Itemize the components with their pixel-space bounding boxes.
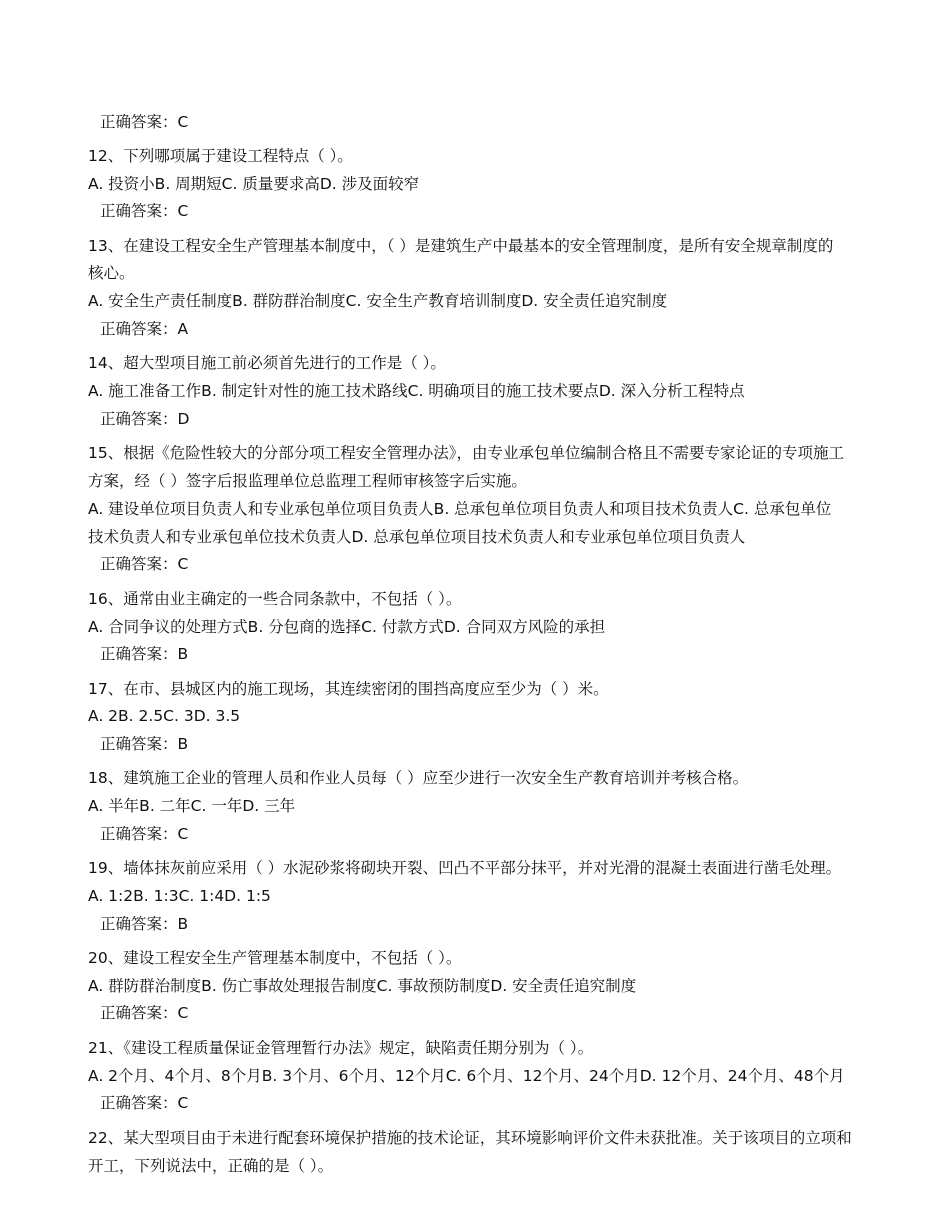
answer-line: 正确答案：C <box>100 555 189 573</box>
answer-line: 正确答案：C <box>100 1094 189 1112</box>
question-options: A. 投资小B. 周期短C. 质量要求高D. 涉及面较窄 <box>88 175 420 193</box>
question-options: A. 安全生产责任制度B. 群防群治制度C. 安全生产教育培训制度D. 安全责任追究制度 <box>88 292 668 310</box>
question-options: A. 合同争议的处理方式B. 分包商的选择C. 付款方式D. 合同双方风险的承担 <box>88 618 606 636</box>
question-stem: 核心。 <box>88 264 135 282</box>
answer-line: 正确答案：C <box>100 113 189 131</box>
question-stem: 方案，经（ ）签字后报监理单位总监理工程师审核签字后实施。 <box>88 472 527 490</box>
answer-line: 正确答案：A <box>100 320 189 338</box>
question-stem: 18、建筑施工企业的管理人员和作业人员每（ ）应至少进行一次安全生产教育培训并考核合格。 <box>88 769 749 787</box>
question-stem: 20、建设工程安全生产管理基本制度中，不包括（ ）。 <box>88 949 462 967</box>
answer-line: 正确答案：C <box>100 202 189 220</box>
question-stem: 19、墙体抹灰前应采用（ ）水泥砂浆将砌块开裂、凹凸不平部分抹平，并对光滑的混凝土表面进行凿毛处理。 <box>88 859 842 877</box>
question-options: A. 2B. 2.5C. 3D. 3.5 <box>88 707 241 725</box>
question-stem: 21、《建设工程质量保证金管理暂行办法》规定，缺陷责任期分别为（ ）。 <box>88 1039 594 1057</box>
question-options: A. 半年B. 二年C. 一年D. 三年 <box>88 797 296 815</box>
answer-line: 正确答案：C <box>100 1004 189 1022</box>
question-stem: 15、根据《危险性较大的分部分项工程安全管理办法》，由专业承包单位编制合格且不需要专家论证的专项施工 <box>88 444 844 462</box>
question-stem: 22、某大型项目由于未进行配套环境保护措施的技术论证，其环境影响评价文件未获批准。关于该项目的立项和 <box>88 1129 852 1147</box>
question-options: A. 1:2B. 1:3C. 1:4D. 1:5 <box>88 887 271 905</box>
question-stem: 13、在建设工程安全生产管理基本制度中，（ ）是建筑生产中最基本的安全管理制度，是所有安全规章制度的 <box>88 237 834 255</box>
question-options: A. 施工准备工作B. 制定针对性的施工技术路线C. 明确项目的施工技术要点D. 深入分析工程特点 <box>88 382 745 400</box>
question-options: A. 2个月、4个月、8个月B. 3个月、6个月、12个月C. 6个月、12个月、24个月D. 12个月、24个月、48个月 <box>88 1067 845 1085</box>
answer-line: 正确答案：C <box>100 825 189 843</box>
question-stem: 14、超大型项目施工前必须首先进行的工作是（ ）。 <box>88 354 446 372</box>
answer-line: 正确答案：D <box>100 410 190 428</box>
question-stem: 开工，下列说法中，正确的是（ ）。 <box>88 1157 334 1175</box>
question-options: 技术负责人和专业承包单位技术负责人D. 总承包单位项目技术负责人和专业承包单位项目负责人 <box>88 528 746 546</box>
question-stem: 12、下列哪项属于建设工程特点（ ）。 <box>88 147 353 165</box>
question-stem: 17、在市、县城区内的施工现场，其连续密闭的围挡高度应至少为（ ）米。 <box>88 680 609 698</box>
answer-line: 正确答案：B <box>100 735 189 753</box>
question-stem: 16、通常由业主确定的一些合同条款中，不包括（ ）。 <box>88 590 462 608</box>
answer-line: 正确答案：B <box>100 915 189 933</box>
question-options: A. 群防群治制度B. 伤亡事故处理报告制度C. 事故预防制度D. 安全责任追究制度 <box>88 977 637 995</box>
question-options: A. 建设单位项目负责人和专业承包单位项目负责人B. 总承包单位项目负责人和项目技术负责人C. 总承包单位 <box>88 500 832 518</box>
answer-line: 正确答案：B <box>100 645 189 663</box>
